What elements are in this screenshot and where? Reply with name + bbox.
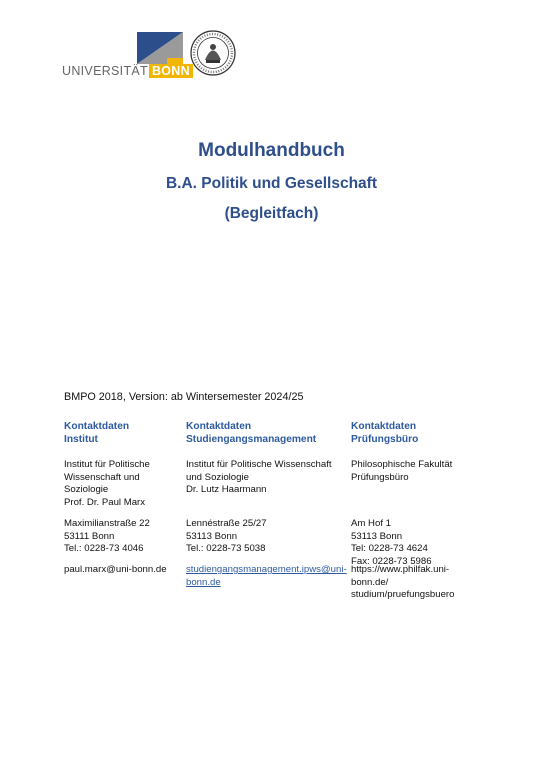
document-title: Modulhandbuch (198, 140, 345, 161)
university-logo-mark (137, 32, 183, 64)
contact-address: Am Hof 1 53113 Bonn Tel: 0228-73 4624 Fax: 0228-73 5986 (351, 518, 432, 567)
document-subtitle: B.A. Politik und Gesellschaft (165, 175, 377, 192)
contact-column-institut (64, 421, 182, 577)
contact-column-studiengangsmanagement (186, 421, 348, 589)
contact-address: Lennéstraße 25/27 53113 Bonn Tel.: 0228-73 5038 (186, 518, 267, 555)
contact-organization: Institut für Politische Wissenschaft und Soziologie Prof. Dr. Paul Marx (64, 459, 150, 508)
contact-organization: Institut für Politische Wissenschaft und Soziologie Dr. Lutz Haarmann (186, 459, 332, 496)
faculty-seal-icon (190, 30, 236, 76)
contact-heading: Kontaktdaten Studiengangsmanagement (186, 421, 317, 445)
contact-email-link[interactable]: studiengangsmanagement.ipws@uni- bonn.de (186, 564, 347, 588)
title-block (0, 140, 543, 223)
university-name (62, 64, 193, 78)
document-subtitle-note: (Begleitfach) (224, 205, 319, 222)
contact-organization: Philosophische Fakultät Prüfungsbüro (351, 459, 453, 483)
contact-heading: Kontaktdaten Institut (64, 421, 130, 445)
contact-heading: Kontaktdaten Prüfungsbüro (351, 421, 419, 445)
version-line: BMPO 2018, Version: ab Wintersemester 2024/25 (64, 391, 304, 403)
contact-email: paul.marx@uni-bonn.de (64, 564, 167, 575)
bonn-text: BONN (149, 64, 193, 78)
contact-website: https://www.philfak.uni- bonn.de/ studium/pruefungsbuero (351, 564, 455, 601)
contact-column-pruefungsbuero (351, 421, 479, 602)
university-text: UNIVERSITÄT (62, 64, 148, 78)
contact-address: Maximilianstraße 22 53111 Bonn Tel.: 0228-73 4046 (64, 518, 150, 555)
